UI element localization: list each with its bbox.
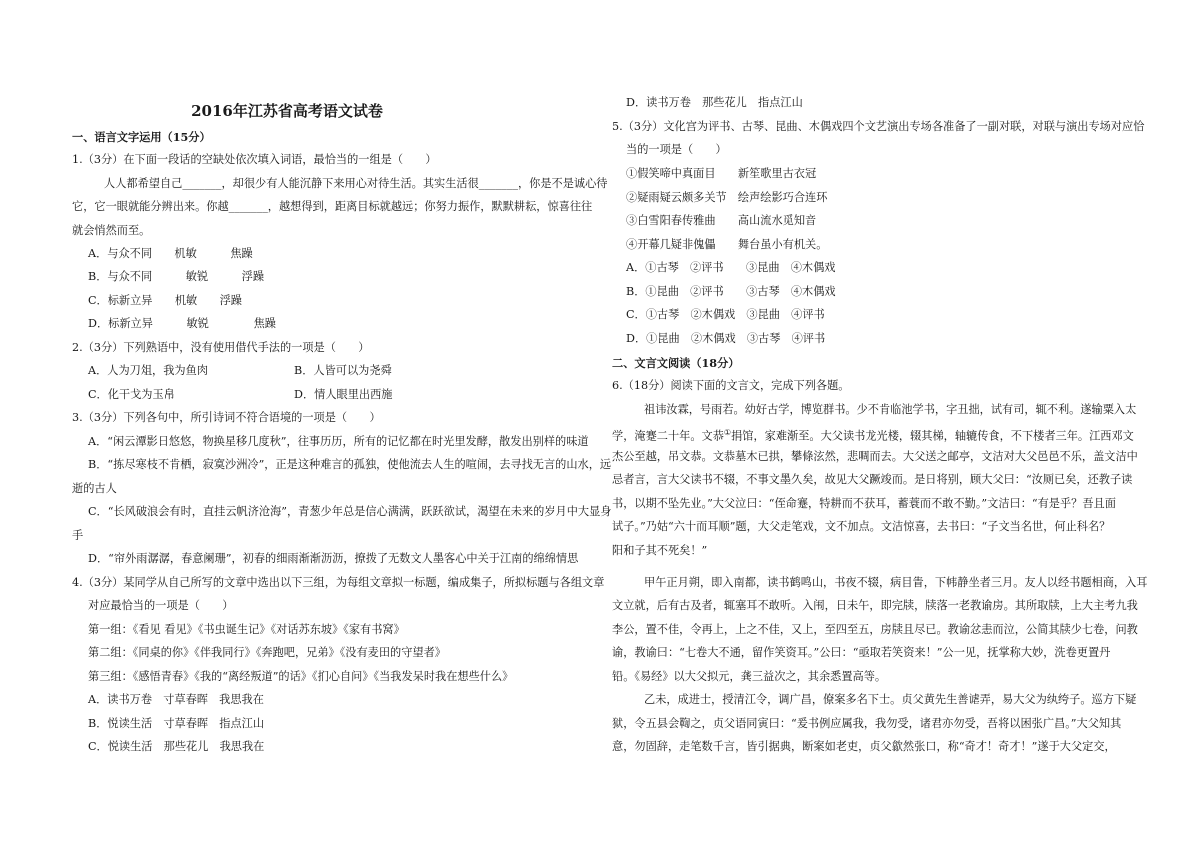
q3-option-c: C．“长风破浪会有时，直挂云帆济沧海”，青葱少年总是信心满满，跃跃欲试，渴望在未来的岁月中大显身 xyxy=(88,505,612,518)
q6-passage-line: 意，勿固辞，走笔数千言，皆引据典，断案如老吏，贞父歙然张口，称“奇才！奇才！”遂于大父定交， xyxy=(612,740,1116,753)
q5-option-b: B．①昆曲 ②评书 ③古琴 ④木偶戏 xyxy=(626,285,836,298)
q5-couplet-2: ②疑雨疑云颇多关节 绘声绘影巧合连环 xyxy=(626,191,828,204)
q4-group-1: 第一组：《看见 看见》《书虫诞生记》《对话苏东坡》《家有书窝》 xyxy=(88,623,405,636)
q6-passage-line: 谕，教谕曰：“七卷大不通，留作笑资耳。”公曰：“亟取若笑资来！”公一见，抚掌称大妙，洗卷更置丹 xyxy=(612,646,1111,659)
q5-couplet-1: ①假笑啼中真面目 新笙歌里古衣冠 xyxy=(626,167,817,180)
q3-stem: 3.（3分）下列各句中，所引诗词不符合语境的一项是（ ） xyxy=(72,411,381,424)
page-title: 2016年江苏省高考语文试卷 xyxy=(191,102,383,120)
q1-stem: 1.（3分）在下面一段话的空缺处依次填入词语，最恰当的一组是（ ） xyxy=(72,153,437,166)
q1-passage: 它，它一眼就能分辨出来。你越_______，越想得到，距离目标就越远；你努力振作，默默耕耘，惊喜往往 xyxy=(72,200,593,213)
q1-option-b: B．与众不同 敏锐 浮躁 xyxy=(88,270,265,283)
q5-option-a: A．①古琴 ②评书 ③昆曲 ④木偶戏 xyxy=(626,261,836,274)
q6-passage-line: 李公，置不佳，令再上，上之不佳，又上，至四至五，房牍且尽已。教谕忿恚而泣，公简其牍少七卷，问教 xyxy=(612,623,1138,636)
q6-passage-line: 狱，令五县会鞫之，贞父语同寅曰：“爰书例应属我，我勿受，诸君亦勿受，吾将以困张广昌。”大父知其 xyxy=(612,717,1122,730)
q5-option-c: C．①古琴 ②木偶戏 ③昆曲 ④评书 xyxy=(626,308,825,321)
q6-passage-line: 甲午正月朔，即入南都，读书鹤鸣山，书夜不辍，病目眚，下帏静坐者三月。友人以经书题相商，入耳 xyxy=(644,576,1148,589)
q2-option-c: C．化干戈为玉帛 xyxy=(88,388,175,401)
q6-passage-line: 铅。《易经》以大父拟元，龚三益次之，其余悉置高等。 xyxy=(612,670,887,683)
q2-option-d: D．情人眼里出西施 xyxy=(294,388,393,401)
q4-group-3: 第三组：《感悟青春》《我的“离经叛道”的话》《扪心自问》《当我发呆时我在想些什么》 xyxy=(88,670,514,683)
left-column xyxy=(72,0,612,848)
q6-passage-line: 杰公至越，吊文恭。文恭墓木已拱，攀條泫然，悲啁而去。大父送之邮亭，文洁对大父邑邑不乐，盖文洁中 xyxy=(612,450,1138,463)
q6-passage-line: 学，淹蹇二十年。文恭①捐馆，家难渐至。大父读书龙光楼，辍其梯，轴辘传食，不下楼者三年。江西邓文 xyxy=(612,428,1134,443)
q3-option-a: A．“闲云潭影日悠悠，物换星移几度秋”，往事历历，所有的记忆都在时光里发酵，散发出别样的味道 xyxy=(88,435,589,448)
right-column xyxy=(612,0,1148,848)
q6-passage-line: 乙未，成进士，授清江令，调广昌，僚案多名下士。贞父黄先生善谑弄，易大父为纨绔子。巡方下疑 xyxy=(644,693,1137,706)
q1-option-a: A．与众不同 机敏 焦躁 xyxy=(88,247,253,260)
q3-option-c: 手 xyxy=(72,529,84,542)
q5-stem: 5.（3分）文化宫为评书、古琴、昆曲、木偶戏四个文艺演出专场各准备了一副对联，对联与演出专场对应恰 xyxy=(612,120,1145,133)
q3-option-d: D．“帘外雨潺潺，春意阑珊”，初春的细雨渐渐沥沥，撩拨了无数文人墨客心中关于江南的绵绵情思 xyxy=(88,552,579,565)
q6-passage-line: 阳和子其不死矣！” xyxy=(612,544,708,557)
footnote-marker: ① xyxy=(723,428,732,437)
q2-stem: 2.（3分）下列熟语中，没有使用借代手法的一项是（ ） xyxy=(72,341,370,354)
q6-passage-line: 试子。”乃姑“六十而耳顺”题，大父走笔戏，文不加点。文洁惊喜，去书曰：“子文当名世，何止科名？ xyxy=(612,520,1111,533)
q4-option-d: D．读书万卷 那些花儿 指点江山 xyxy=(626,96,803,109)
q4-option-b: B．悦读生活 寸草春晖 指点江山 xyxy=(88,717,265,730)
q4-group-2: 第二组：《同桌的你》《伴我同行》《奔跑吧，兄弟》《没有麦田的守望者》 xyxy=(88,646,446,659)
section-heading-2: 二、文言文阅读（18分） xyxy=(612,356,740,370)
section-heading-1: 一、语言文字运用（15分） xyxy=(72,130,211,144)
q6-passage-line: 祖讳汝霖，号雨若。幼好古学，博览群书。少不肯临池学书，字丑拙，试有司，辄不利。遂输粟入太 xyxy=(644,403,1137,416)
q4-stem: 对应最恰当的一项是（ ） xyxy=(88,599,234,612)
q1-option-c: C．标新立异 机敏 浮躁 xyxy=(88,294,242,307)
q1-passage: 人人都希望自己_______，却很少有人能沉静下来用心对待生活。其实生活很_______，你是不是诚心待 xyxy=(104,177,608,190)
q2-option-a: A．人为刀俎，我为鱼肉 xyxy=(88,364,208,377)
q4-option-a: A．读书万卷 寸草春晖 我思我在 xyxy=(88,693,264,706)
q5-couplet-4: ④开幕几疑非傀儡 舞台虽小有机关。 xyxy=(626,238,828,251)
q4-option-c: C．悦读生活 那些花儿 我思我在 xyxy=(88,740,265,753)
q5-option-d: D．①昆曲 ②木偶戏 ③古琴 ④评书 xyxy=(626,332,826,345)
q6-passage-line: 书，以期不坠先业。”大父泣曰：“侄命蹇，特耕而不获耳，蓄蓑而不敢不勤。”文洁曰：“有是乎？吾且面 xyxy=(612,497,1116,510)
q6-passage-line: 忌者言，言大父读书不辍，不事文墨久矣，故见大父蹶竣而。是日将别，顾大父曰：“汝厕已矣，还教子读 xyxy=(612,473,1133,486)
q1-option-d: D．标新立异 敏锐 焦躁 xyxy=(88,317,276,330)
q5-stem: 当的一项是（ ） xyxy=(626,143,727,156)
q6-stem: 6.（18分）阅读下面的文言文，完成下列各题。 xyxy=(612,379,850,392)
q5-couplet-3: ③白雪阳春传雅曲 高山流水觅知音 xyxy=(626,214,817,227)
q4-stem: 4.（3分）某同学从自己所写的文章中选出以下三组，为每组文章拟一标题，编成集子，所拟标题与各组文章 xyxy=(72,576,605,589)
q3-option-b: B．“拣尽寒枝不肯栖，寂寞沙洲冷”，正是这种难言的孤独，使他流去人生的喧闹，去寻找无言的山水，远 xyxy=(88,458,612,471)
q2-option-b: B．人皆可以为尧舜 xyxy=(294,364,392,377)
q3-option-b: 逝的古人 xyxy=(72,482,117,495)
q1-passage: 就会悄然而至。 xyxy=(72,224,151,237)
q6-passage-line: 文立就，后有古及者，辄塞耳不敢听。入闱，日未午，即完牍，牍落一老教谕房。其所取牍，上大主考九我 xyxy=(612,599,1138,612)
